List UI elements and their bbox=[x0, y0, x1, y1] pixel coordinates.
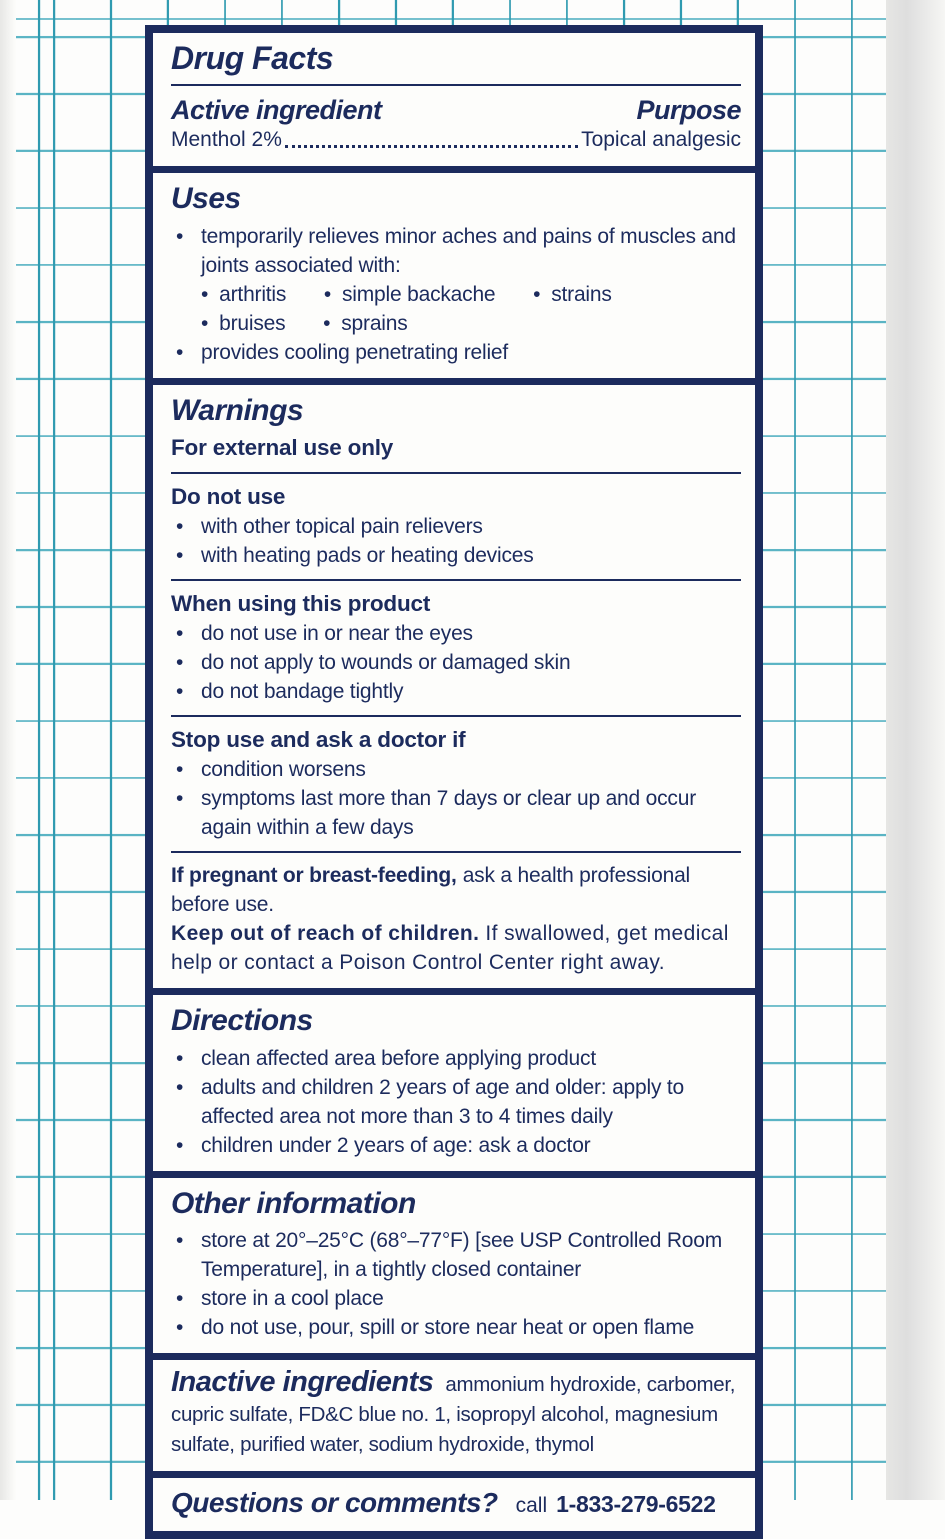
section-uses bbox=[153, 166, 755, 378]
bullet-icon: • bbox=[201, 282, 209, 306]
thin-rule bbox=[171, 579, 741, 581]
thin-rule bbox=[171, 851, 741, 853]
inactive-ingredients-list: ammonium hydroxide, carbomer, cupric sulfate, FD&C blue no. 1, isopropyl alcohol, magnesium sulfate, purified water, sodium hydroxide, thymol bbox=[171, 1373, 736, 1457]
section-other-information bbox=[153, 1171, 755, 1354]
ingredient-purpose: Topical analgesic bbox=[581, 128, 741, 152]
bullet-icon: • bbox=[176, 1229, 184, 1253]
do-not-use-bullet: • with heating pads or heating devices bbox=[171, 541, 741, 570]
call-label: call bbox=[515, 1494, 548, 1518]
uses-heading: Uses bbox=[171, 182, 241, 216]
other-information-bullet: • do not use, pour, spill or store near heat or open flame bbox=[171, 1313, 741, 1342]
uses-sub-bullets-row2 bbox=[171, 309, 741, 338]
section-warnings bbox=[153, 378, 755, 989]
bullet-icon: • bbox=[176, 515, 184, 539]
bullet-icon: • bbox=[176, 1287, 184, 1311]
phone-number: 1-833-279-6522 bbox=[556, 1491, 716, 1518]
bullet-icon: • bbox=[323, 282, 331, 306]
bullet-icon: • bbox=[176, 544, 184, 568]
section-directions bbox=[153, 988, 755, 1171]
directions-heading: Directions bbox=[171, 1004, 313, 1038]
paper-right-edge bbox=[886, 0, 945, 1500]
uses-sub-bullet: • sprains bbox=[323, 311, 408, 335]
directions-bullet: • children under 2 years of age: ask a doctor bbox=[171, 1131, 741, 1160]
uses-sub-bullet: • bruises bbox=[201, 311, 286, 335]
stop-use-bullet: • condition worsens bbox=[171, 755, 741, 784]
drug-facts-label bbox=[145, 25, 763, 1539]
pregnant-warning-rest: ask a health professional before use. bbox=[171, 864, 691, 917]
bullet-icon: • bbox=[176, 1316, 184, 1340]
section-active-ingredient bbox=[153, 33, 755, 166]
when-using-bullet: • do not apply to wounds or damaged skin bbox=[171, 648, 741, 677]
uses-sub-bullet: • simple backache bbox=[323, 282, 496, 306]
paper-left-edge bbox=[0, 0, 16, 1500]
directions-bullet: • clean affected area before applying product bbox=[171, 1044, 741, 1073]
bullet-icon: • bbox=[533, 282, 541, 306]
inactive-ingredients-heading: Inactive ingredients bbox=[171, 1366, 434, 1399]
when-using-bullet: • do not use in or near the eyes bbox=[171, 619, 741, 648]
bullet-icon: • bbox=[176, 1133, 184, 1157]
bullet-icon: • bbox=[201, 311, 209, 335]
ingredient-row bbox=[171, 126, 741, 154]
bullet-icon: • bbox=[176, 622, 184, 646]
pregnant-warning-lead: If pregnant or breast-feeding, bbox=[171, 864, 457, 888]
ingredient-name: Menthol 2% bbox=[171, 128, 282, 152]
dotted-leader bbox=[285, 145, 578, 148]
pregnant-warning bbox=[171, 861, 741, 919]
when-using-bullet: • do not bandage tightly bbox=[171, 677, 741, 706]
questions-heading: Questions or comments? bbox=[171, 1487, 498, 1519]
bullet-icon: • bbox=[176, 680, 184, 704]
children-warning-lead: Keep out of reach of children. bbox=[171, 922, 480, 946]
do-not-use-subheading: Do not use bbox=[171, 484, 286, 510]
bullet-icon: • bbox=[176, 758, 184, 782]
section-questions bbox=[153, 1471, 755, 1531]
bullet-icon: • bbox=[176, 1046, 184, 1070]
active-ingredient-heading: Active ingredient bbox=[171, 94, 382, 125]
other-information-heading: Other information bbox=[171, 1186, 416, 1220]
thin-rule bbox=[171, 84, 741, 86]
stop-use-bullet: • symptoms last more than 7 days or clear up and occur again within a few days bbox=[171, 784, 741, 842]
uses-bullet-last: • provides cooling penetrating relief bbox=[171, 338, 741, 367]
bullet-icon: • bbox=[176, 224, 184, 248]
section-inactive-ingredients bbox=[153, 1353, 755, 1471]
uses-sub-bullet: • strains bbox=[533, 282, 612, 306]
external-use-subheading: For external use only bbox=[171, 435, 394, 461]
uses-sub-bullet: • arthritis bbox=[201, 282, 287, 306]
thin-rule bbox=[171, 715, 741, 717]
children-warning bbox=[171, 919, 741, 977]
other-information-bullet: • store at 20°–25°C (68°–77°F) [see USP Controlled Room Temperature], in a tightly closed container bbox=[171, 1226, 741, 1284]
bullet-icon: • bbox=[176, 651, 184, 675]
purpose-heading: Purpose bbox=[636, 94, 741, 125]
other-information-bullet: • store in a cool place bbox=[171, 1284, 741, 1313]
directions-bullet: • adults and children 2 years of age and older: apply to affected area not more than 3 to 4 times daily bbox=[171, 1073, 741, 1131]
bullet-icon: • bbox=[176, 1075, 184, 1099]
uses-sub-bullets-row1 bbox=[171, 280, 741, 309]
active-ingredient-header-row bbox=[171, 94, 741, 126]
warnings-heading: Warnings bbox=[171, 393, 304, 427]
bullet-icon: • bbox=[176, 787, 184, 811]
bullet-icon: • bbox=[176, 340, 184, 364]
questions-row bbox=[171, 1485, 741, 1520]
when-using-subheading: When using this product bbox=[171, 591, 431, 617]
bullet-icon: • bbox=[323, 311, 331, 335]
uses-bullet-main: • temporarily relieves minor aches and pains of muscles and joints associated with: bbox=[171, 222, 741, 280]
stop-use-subheading: Stop use and ask a doctor if bbox=[171, 727, 466, 753]
children-warning-rest: If swallowed, get medical help or contact a Poison Control Center right away. bbox=[171, 922, 729, 975]
thin-rule bbox=[171, 472, 741, 474]
drug-facts-title: Drug Facts bbox=[171, 40, 334, 76]
do-not-use-bullet: • with other topical pain relievers bbox=[171, 512, 741, 541]
inactive-ingredients-paragraph bbox=[171, 1367, 741, 1460]
